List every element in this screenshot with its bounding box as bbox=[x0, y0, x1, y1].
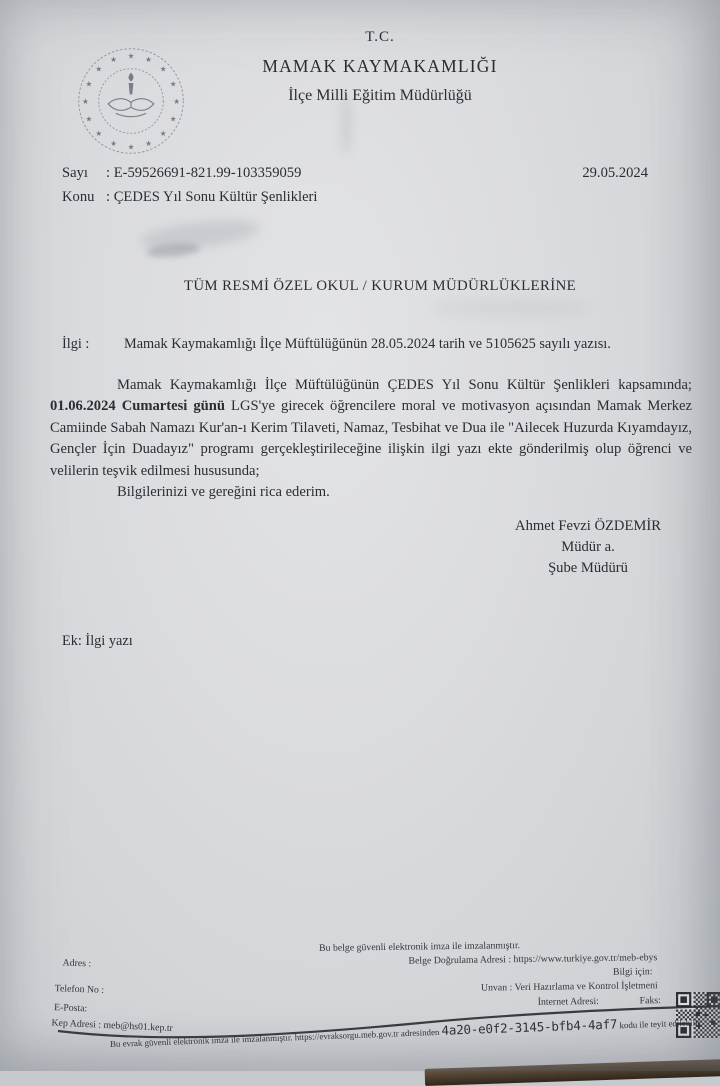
svg-text:★: ★ bbox=[170, 114, 177, 123]
reference-text: Mamak Kaymakamlığı İlçe Müftülüğünün 28.05.2024 tarih ve 5105625 sayılı yazısı. bbox=[124, 336, 611, 352]
sayi-label: Sayı bbox=[62, 165, 106, 182]
body-text: Mamak Kaymakamlığı İlçe Müftülüğünün ÇEDES Yıl Sonu Kültür Şenlikleri kapsamında; bbox=[117, 377, 692, 393]
svg-text:★: ★ bbox=[128, 142, 135, 151]
footer-verification-block bbox=[300, 938, 671, 1018]
svg-text:★: ★ bbox=[95, 129, 102, 138]
scan-smudge bbox=[139, 215, 261, 255]
verification-text-post: kodu ile teyit edilebilir. bbox=[617, 1017, 702, 1030]
svg-text:★: ★ bbox=[86, 114, 93, 123]
closing-sentence: Bilgilerinizi ve gereğini rica ederim. bbox=[50, 482, 692, 503]
svg-text:★: ★ bbox=[160, 129, 167, 138]
footer-address-label: Adres : bbox=[62, 957, 91, 969]
reference-line bbox=[62, 336, 611, 353]
signer-on-behalf: Müdür a. bbox=[478, 537, 698, 558]
reference-label: İlgi : bbox=[62, 336, 106, 353]
footer-verification-address: Belge Doğrulama Adresi : https://www.turkiye.gov.tr/meb-ebys bbox=[408, 952, 657, 966]
svg-text:★: ★ bbox=[170, 79, 177, 88]
letter-body bbox=[50, 375, 692, 503]
scan-smudge bbox=[430, 300, 590, 316]
verification-code: 4a20-e0f2-3145-bfb4-4af7 bbox=[441, 1016, 617, 1037]
body-text: LGS'ye girecek öğrencilere moral ve motivasyon açısından Mamak Merkez Camiinde Sabah Namazı Kur'an-ı Kerim Tilaveti, Namaz, Tesbihat ve Dua ile "Ailecek Huzurda Kıyamdayız, Gençler İçin Duadayız" programı gerçekleştirileceğine ilişkin ilgi yazı ekte gönderilmiş olup öğrenci ve velilerin teşvik edilmesi hususunda; bbox=[50, 398, 692, 478]
scan-background-edge bbox=[425, 1059, 720, 1086]
body-text-bold-date: 01.06.2024 Cumartesi günü bbox=[50, 398, 225, 414]
letter-date: 29.05.2024 bbox=[582, 165, 648, 182]
svg-text:★: ★ bbox=[160, 65, 167, 74]
signer-title: Şube Müdürü bbox=[478, 558, 698, 579]
svg-text:★: ★ bbox=[145, 139, 152, 148]
footer-phone-label: Telefon No : bbox=[55, 983, 105, 996]
footer-fax-label: Faks: bbox=[640, 995, 661, 1006]
footer-info-label: Bilgi için: bbox=[613, 966, 653, 978]
svg-text:★: ★ bbox=[110, 139, 117, 148]
svg-text:★: ★ bbox=[95, 65, 102, 74]
konu-value: : ÇEDES Yıl Sonu Kültür Şenlikleri bbox=[106, 189, 317, 205]
svg-text:★: ★ bbox=[86, 79, 93, 88]
attachment-note: Ek: İlgi yazı bbox=[62, 633, 133, 650]
svg-text:★: ★ bbox=[110, 55, 117, 64]
svg-text:★: ★ bbox=[128, 51, 135, 60]
svg-text:★: ★ bbox=[173, 97, 180, 106]
letterhead-department: İlçe Milli Eğitim Müdürlüğü bbox=[40, 88, 720, 104]
footer-title-line: Unvan : Veri Hazırlama ve Kontrol İşletmeni bbox=[481, 980, 658, 993]
konu-line bbox=[62, 189, 317, 213]
footer-kep-address: Kep Adresi : meb@hs01.kep.tr bbox=[51, 1017, 173, 1033]
svg-text:★: ★ bbox=[82, 97, 89, 106]
letterhead bbox=[40, 30, 720, 104]
letterhead-republic: T.C. bbox=[40, 30, 720, 45]
verification-text-pre: Bu evrak güvenli elektronik imza ile imzalanmıştır. https://evraksorgu.meb.gov.tr adresinden bbox=[110, 1027, 442, 1049]
body-paragraph bbox=[50, 375, 692, 482]
sayi-line bbox=[62, 165, 317, 189]
sayi-value: : E-59526691-821.99-103359059 bbox=[106, 165, 301, 181]
footer-email-label: E-Posta: bbox=[54, 1002, 88, 1014]
konu-label: Konu bbox=[62, 189, 106, 206]
scan-smudge bbox=[146, 242, 201, 260]
footer-esign-note: Bu belge güvenli elektronik imza ile imzalanmıştır. bbox=[319, 940, 520, 954]
signer-name: Ahmet Fevzi ÖZDEMİR bbox=[478, 516, 698, 537]
signature-block bbox=[478, 516, 698, 579]
document-meta bbox=[62, 165, 317, 213]
svg-text:★: ★ bbox=[145, 55, 152, 64]
letterhead-office: MAMAK KAYMAKAMLIĞI bbox=[40, 58, 720, 76]
recipient-line: TÜM RESMİ ÖZEL OKUL / KURUM MÜDÜRLÜKLERİNE bbox=[20, 278, 720, 295]
footer-internet-label: İnternet Adresi: bbox=[538, 996, 599, 1008]
